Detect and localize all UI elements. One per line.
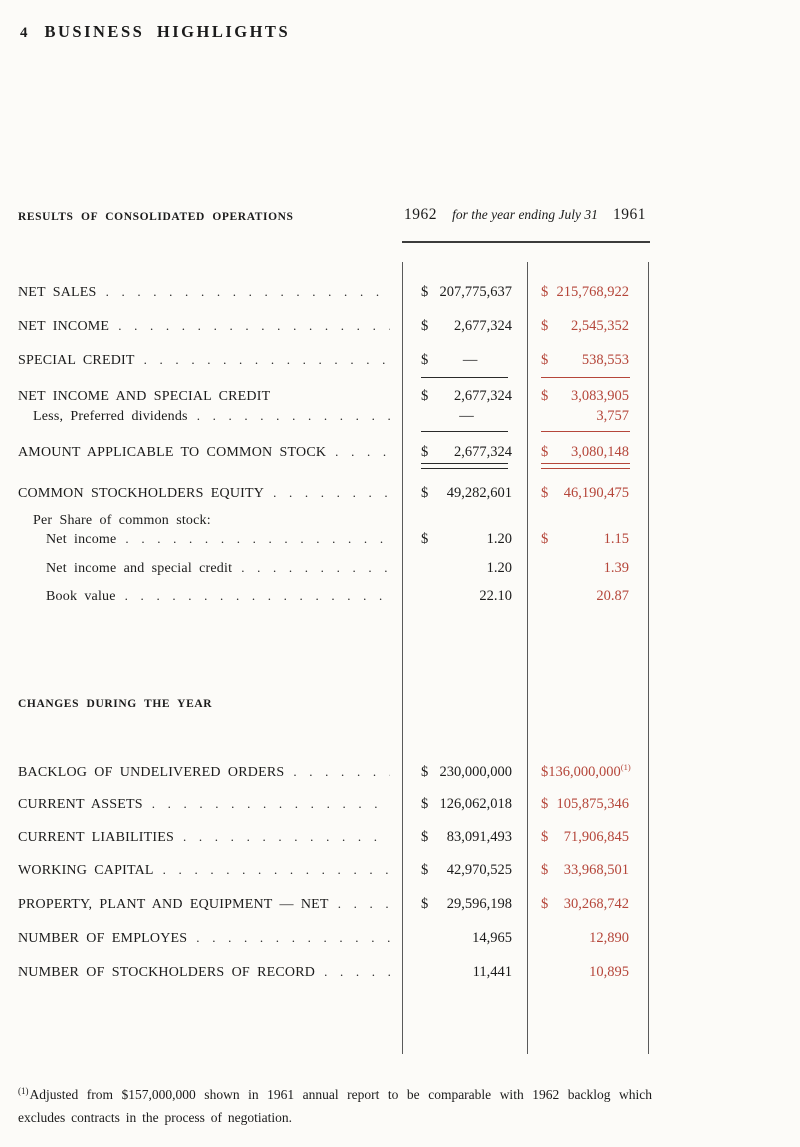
amount: 14,965 <box>472 930 512 946</box>
dot-leader <box>125 588 390 605</box>
amount: 1.20 <box>486 531 512 547</box>
row-label-text: BACKLOG OF UNDELIVERED ORDERS <box>18 765 285 780</box>
value-1962 <box>402 531 527 548</box>
table-row-per-share-net-income-special-credit <box>18 560 648 580</box>
table-row-book-value <box>18 588 648 608</box>
row-label-text: NET SALES <box>18 285 97 300</box>
row-label <box>18 318 402 335</box>
double-rule-1962 <box>421 468 508 469</box>
dollar-sign: $ <box>541 352 549 368</box>
value-1962 <box>402 588 527 605</box>
value-1961 <box>527 485 648 502</box>
amount: 83,091,493 <box>446 829 512 845</box>
footnote-reference: (1) <box>620 762 631 772</box>
row-label <box>18 388 402 405</box>
dollar-sign: $ <box>541 896 549 912</box>
value-1961 <box>527 318 648 335</box>
amount-text: 136,000,000 <box>548 764 621 780</box>
table-row-number-of-stockholders <box>18 964 648 984</box>
amount: 207,775,637 <box>439 284 512 300</box>
amount: 2,677,324 <box>454 318 512 334</box>
table-row-less-preferred-dividends <box>18 408 648 428</box>
value-1961 <box>527 408 648 425</box>
value-1961 <box>527 588 648 605</box>
amount: 12,890 <box>589 930 629 946</box>
year-column-header <box>404 206 646 224</box>
table-row-net-income <box>18 318 648 338</box>
amount: 1.39 <box>603 560 629 576</box>
row-label-text: NET INCOME <box>18 319 110 334</box>
amount: 46,190,475 <box>563 485 629 501</box>
amount: 3,757 <box>596 408 629 424</box>
amount: 42,970,525 <box>446 862 512 878</box>
row-label <box>18 796 402 813</box>
value-1961 <box>527 560 648 577</box>
table-row-amount-applicable-common-stock <box>18 444 648 464</box>
table-row-net-sales <box>18 284 648 304</box>
row-label <box>18 930 402 947</box>
value-1962 <box>402 930 527 947</box>
dollar-sign: $ <box>421 764 429 780</box>
dot-leader <box>338 896 390 913</box>
double-rule-1962 <box>421 463 508 464</box>
row-label-text: Book value <box>46 589 116 604</box>
row-label <box>18 531 402 548</box>
amount: 71,906,845 <box>563 829 629 845</box>
value-1961 <box>527 896 648 913</box>
dollar-sign: $ <box>541 388 549 404</box>
value-1962 <box>402 829 527 846</box>
amount: — <box>462 352 478 368</box>
dot-leader <box>335 444 390 461</box>
single-rule-1961 <box>541 431 630 432</box>
value-1961 <box>527 284 648 301</box>
table-row-current-assets <box>18 796 648 816</box>
page-title: BUSINESS HIGHLIGHTS <box>44 22 291 41</box>
value-1961 <box>527 531 648 548</box>
dollar-sign: $ <box>541 531 549 547</box>
dollar-sign: $ <box>421 284 429 300</box>
dot-leader <box>144 352 390 369</box>
row-label-text: SPECIAL CREDIT <box>18 353 135 368</box>
dollar-sign: $ <box>421 829 429 845</box>
footnote-text: Adjusted from $157,000,000 shown in 1961 annual report to be comparable with 1962 backlog which excludes contracts in the process of negotiation. <box>18 1087 652 1125</box>
row-label-text: AMOUNT APPLICABLE TO COMMON STOCK <box>18 445 327 460</box>
dot-leader <box>152 796 390 813</box>
value-1961 <box>527 829 648 846</box>
value-1962 <box>402 964 527 981</box>
dollar-sign: $ <box>421 796 429 812</box>
amount: 22.10 <box>479 588 512 604</box>
dot-leader <box>197 408 390 425</box>
row-label-text: NET INCOME AND SPECIAL CREDIT <box>18 389 271 404</box>
row-label-text: CURRENT ASSETS <box>18 797 143 812</box>
dollar-sign: $ <box>541 284 549 300</box>
dollar-sign: $ <box>541 796 549 812</box>
row-label <box>18 964 402 981</box>
dollar-sign: $ <box>421 485 429 501</box>
amount: 538,553 <box>581 352 629 368</box>
value-1962 <box>402 796 527 813</box>
results-section-heading: RESULTS OF CONSOLIDATED OPERATIONS <box>18 211 294 223</box>
value-1962 <box>402 485 527 502</box>
value-1961 <box>527 964 648 981</box>
dollar-sign: $ <box>421 352 429 368</box>
dollar-sign: $ <box>421 388 429 404</box>
row-label <box>18 352 402 369</box>
amount: 30,268,742 <box>563 896 629 912</box>
dot-leader <box>293 764 390 781</box>
table-row-common-stockholders-equity <box>18 485 648 505</box>
table-row-special-credit <box>18 352 648 372</box>
dot-leader <box>183 829 390 846</box>
row-label-text: Per Share of common stock: <box>33 513 211 528</box>
row-label-text: CURRENT LIABILITIES <box>18 830 174 845</box>
row-label <box>18 444 402 461</box>
amount: — <box>459 408 474 424</box>
value-1962 <box>402 560 527 577</box>
table-row-backlog <box>18 762 648 782</box>
amount: 1.15 <box>603 531 629 547</box>
column-divider-right <box>648 262 649 1054</box>
dollar-sign: $ <box>421 531 429 547</box>
value-1961 <box>527 862 648 879</box>
value-1962 <box>402 284 527 301</box>
value-1962 <box>402 764 527 781</box>
table-row-number-of-employes <box>18 930 648 950</box>
dollar-sign: $ <box>541 485 549 501</box>
dot-leader <box>163 862 390 879</box>
dollar-sign: $ <box>541 764 549 780</box>
row-label-text: Less, Preferred dividends <box>33 409 188 424</box>
amount: 215,768,922 <box>556 284 629 300</box>
row-label-text: NUMBER OF EMPLOYES <box>18 931 188 946</box>
row-label <box>18 560 402 577</box>
value-1962 <box>402 352 527 369</box>
amount: 10,895 <box>589 964 629 980</box>
table-row-property-plant-equipment <box>18 896 648 916</box>
amount: 1.20 <box>486 560 512 576</box>
single-rule-1961 <box>541 377 630 378</box>
dot-leader <box>273 485 390 502</box>
row-label-text: WORKING CAPITAL <box>18 863 154 878</box>
row-label <box>18 896 402 913</box>
header-rule <box>402 241 650 243</box>
amount: 20.87 <box>596 588 629 604</box>
value-1961 <box>527 352 648 369</box>
dot-leader <box>106 284 390 301</box>
changes-section-heading: CHANGES DURING THE YEAR <box>18 698 213 710</box>
row-label <box>18 284 402 301</box>
row-label <box>18 588 402 605</box>
row-label-text: COMMON STOCKHOLDERS EQUITY <box>18 486 265 501</box>
value-1962 <box>402 862 527 879</box>
row-label <box>18 408 402 425</box>
amount: 33,968,501 <box>563 862 629 878</box>
amount: 230,000,000 <box>439 764 512 780</box>
amount: 11,441 <box>472 964 512 980</box>
amount: 2,677,324 <box>454 444 512 460</box>
amount: 3,080,148 <box>571 444 629 460</box>
dollar-sign: $ <box>421 896 429 912</box>
page-header <box>20 22 290 42</box>
dot-leader <box>241 560 390 577</box>
row-label <box>18 862 402 879</box>
page-number: 4 <box>20 25 28 41</box>
footnote <box>18 1084 652 1129</box>
value-1962 <box>402 408 527 425</box>
dot-leader <box>196 930 390 947</box>
row-label <box>18 512 402 529</box>
row-label <box>18 485 402 502</box>
amount: 49,282,601 <box>446 485 512 501</box>
footnote-marker: (1) <box>18 1086 29 1096</box>
dot-leader <box>125 531 390 548</box>
row-label-text: NUMBER OF STOCKHOLDERS OF RECORD <box>18 965 316 980</box>
dollar-sign: $ <box>541 444 549 460</box>
amount: 2,545,352 <box>571 318 629 334</box>
amount: 2,677,324 <box>454 388 512 404</box>
dollar-sign: $ <box>541 318 549 334</box>
single-rule-1962 <box>421 377 508 378</box>
value-1961 <box>527 444 648 461</box>
row-label-text: Net income <box>46 532 117 547</box>
dollar-sign: $ <box>541 862 549 878</box>
amount <box>548 762 630 781</box>
double-rule-1961 <box>541 463 630 464</box>
row-label-text: Net income and special credit <box>46 561 233 576</box>
table-row-working-capital <box>18 862 648 882</box>
dollar-sign: $ <box>541 829 549 845</box>
row-label-text: PROPERTY, PLANT AND EQUIPMENT — NET <box>18 897 329 912</box>
table-row-per-share-net-income <box>18 531 648 551</box>
double-rule-1961 <box>541 468 630 469</box>
value-1961 <box>527 388 648 405</box>
value-1962 <box>402 896 527 913</box>
single-rule-1962 <box>421 431 508 432</box>
amount: 126,062,018 <box>439 796 512 812</box>
table-row-per-share-heading <box>18 512 648 532</box>
row-label <box>18 829 402 846</box>
year-1962-label: 1962 <box>404 206 437 223</box>
table-row-current-liabilities <box>18 829 648 849</box>
dollar-sign: $ <box>421 318 429 334</box>
amount: 105,875,346 <box>556 796 629 812</box>
value-1962 <box>402 318 527 335</box>
amount: 29,596,198 <box>446 896 512 912</box>
year-ending-label: for the year ending July 31 <box>452 207 598 222</box>
dollar-sign: $ <box>421 862 429 878</box>
value-1961 <box>527 762 648 781</box>
value-1962 <box>402 444 527 461</box>
dot-leader <box>324 964 390 981</box>
row-label <box>18 764 402 781</box>
table-row-net-income-special-credit <box>18 388 648 408</box>
year-1961-label: 1961 <box>613 206 646 223</box>
dollar-sign: $ <box>421 444 429 460</box>
amount: 3,083,905 <box>571 388 629 404</box>
value-1961 <box>527 930 648 947</box>
dot-leader <box>118 318 390 335</box>
value-1962 <box>402 388 527 405</box>
value-1961 <box>527 796 648 813</box>
